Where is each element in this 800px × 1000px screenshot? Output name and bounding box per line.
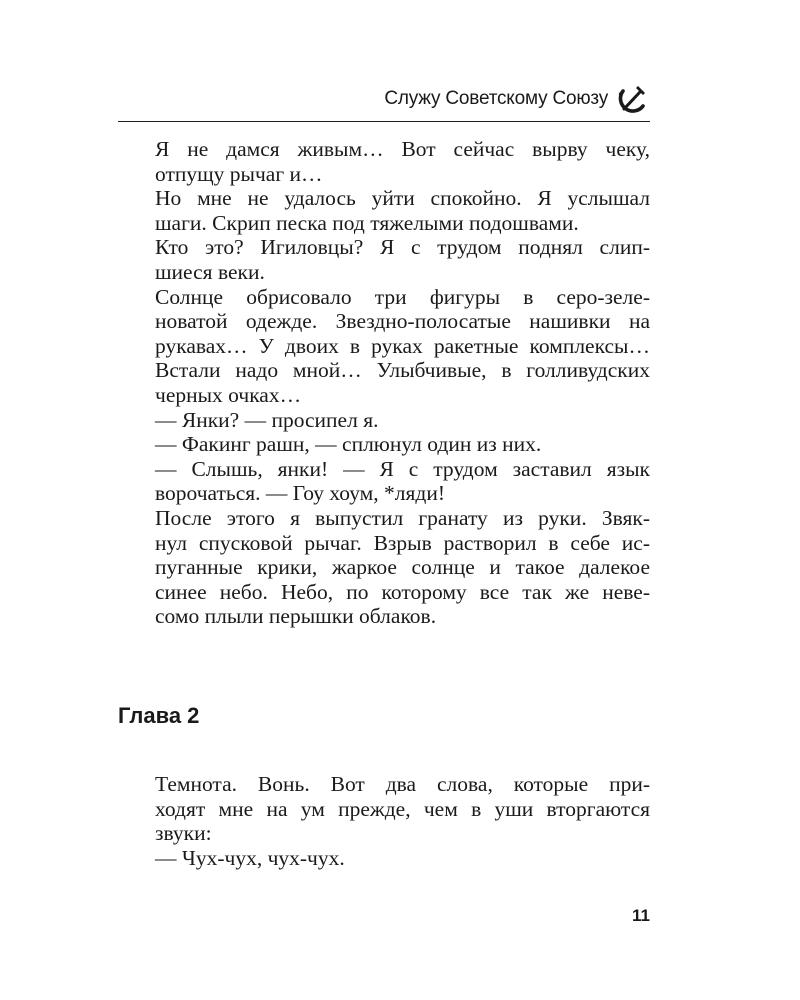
text-line: Я не дамся живым… Вот сейчас вырву чеку, xyxy=(155,137,650,161)
text-line: новатой одежде. Звездно-полосатые нашивки на xyxy=(155,309,650,334)
text-line: шаги. Скрип песка под тяжелыми подошвами. xyxy=(155,210,579,235)
paragraph xyxy=(118,408,650,433)
text-line: Встали надо мной… Улыбчивые, в голливудских xyxy=(155,358,650,383)
paragraph xyxy=(118,506,650,629)
text-line: шиеся веки. xyxy=(155,259,265,284)
page-number: 11 xyxy=(632,906,650,925)
text-line: ходят мне на ум прежде, чем в уши вторгаются xyxy=(155,796,650,821)
text-line: ворочаться. — Гоу хоум, *ляди! xyxy=(155,481,446,506)
text-line: черных очках… xyxy=(155,382,302,407)
text-line: Но мне не удалось уйти спокойно. Я услышал xyxy=(155,186,650,211)
hammer-and-sickle-icon xyxy=(616,82,650,114)
text-line: Солнце обрисовало три фигуры в серо-зеле- xyxy=(155,284,650,309)
text-line: — Янки? — просипел я. xyxy=(155,407,379,432)
paragraph xyxy=(118,457,650,506)
paragraph xyxy=(118,285,650,408)
text-line: пуганные крики, жаркое солнце и такое далекое xyxy=(155,555,650,580)
text-line: — Чух-чух, чух-чух. xyxy=(155,845,345,870)
text-line: сомо плыли перышки облаков. xyxy=(155,604,437,629)
paragraph xyxy=(118,137,650,186)
running-header xyxy=(118,80,650,120)
text-line: — Слышь, янки! — Я с трудом заставил язык xyxy=(155,456,650,481)
running-title: Служу Советскому Союзу xyxy=(384,88,608,109)
text-line: рукавах… У двоих в руках ракетные комплексы… xyxy=(155,333,650,358)
text-line: синее небо. Небо, по которому все так же неве- xyxy=(155,579,650,604)
text-line: Темнота. Вонь. Вот два слова, которые при- xyxy=(155,772,650,796)
paragraph xyxy=(118,432,650,457)
text-line: После этого я выпустил гранату из руки. Звяк- xyxy=(155,505,650,530)
body-text xyxy=(118,137,650,629)
chapter-title: Глава 2 xyxy=(118,703,200,728)
paragraph xyxy=(118,846,650,871)
text-line: нул спусковой рычаг. Взрыв растворил в себе ис- xyxy=(155,530,650,555)
header-rule xyxy=(118,121,650,122)
body-text-chapter-2 xyxy=(118,772,650,870)
text-line: Кто это? Игиловцы? Я с трудом поднял слип- xyxy=(155,235,650,260)
paragraph xyxy=(118,235,650,284)
text-line: звуки: xyxy=(155,821,212,846)
paragraph xyxy=(118,772,650,846)
text-line: отпущу рычаг и… xyxy=(155,161,323,186)
paragraph xyxy=(118,186,650,235)
text-line: — Факинг рашн, — сплюнул один из них. xyxy=(155,432,542,457)
